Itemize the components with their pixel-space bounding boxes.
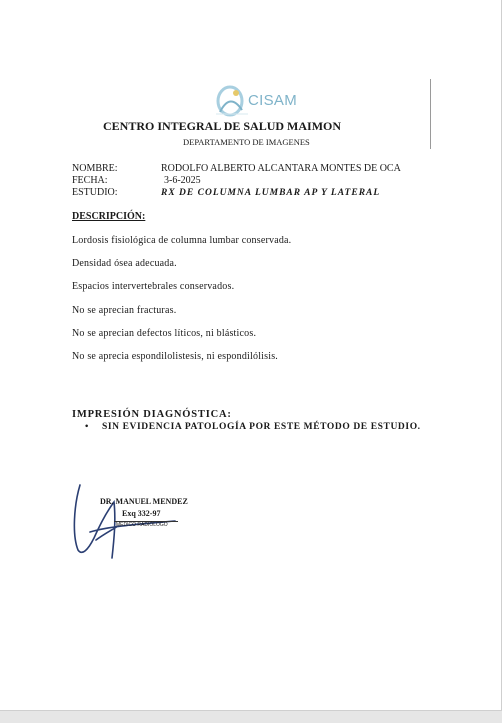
signature-block [70,480,200,560]
findings-list [72,235,291,374]
department-name: DEPARTAMENTO DE IMAGENES [183,137,310,147]
signature-role: MEDICO RADIÓLOGO [116,522,168,528]
logo-text: CISAM [248,92,298,109]
patient-name-value: RODOLFO ALBERTO ALCANTARA MONTES DE OCA [161,163,401,174]
finding-item: Espacios intervertebrales conservados. [72,281,235,293]
patient-name-label: NOMBRE: [72,163,118,174]
impression-list [85,422,421,432]
signature-exequatur: Exq 332-97 [122,509,161,518]
description-title: DESCRIPCIÓN: [72,211,146,222]
bullet-icon: • [85,422,89,432]
impression-title: IMPRESIÓN DIAGNÓSTICA: [72,409,232,420]
study-label: ESTUDIO: [72,187,118,198]
finding-item: Lordosis fisiológica de columna lumbar conservada. [72,235,292,246]
date-label: FECHA: [72,175,108,186]
handwritten-signature-icon [70,480,200,560]
impression-item: SIN EVIDENCIA PATOLOGÍA POR ESTE MÉTODO DE ESTUDIO. [102,422,421,432]
margin-guide [430,79,431,149]
clinic-name: CENTRO INTEGRAL DE SALUD MAIMON [103,119,342,133]
date-value: 3-6-2025 [164,175,201,186]
signature-name: DR. MANUEL MENDEZ [100,497,188,506]
finding-item: No se aprecian defectos líticos, ni blásticos. [72,327,257,339]
finding-item: No se aprecia espondilolistesis, ni espondilólisis. [72,350,279,362]
study-value: RX DE COLUMNA LUMBAR AP Y LATERAL [161,188,381,198]
cisam-logo-icon [212,84,252,118]
finding-item: Densidad ósea adecuada. [72,258,177,270]
clinic-logo [212,84,302,118]
finding-item: No se aprecian fracturas. [72,304,177,316]
